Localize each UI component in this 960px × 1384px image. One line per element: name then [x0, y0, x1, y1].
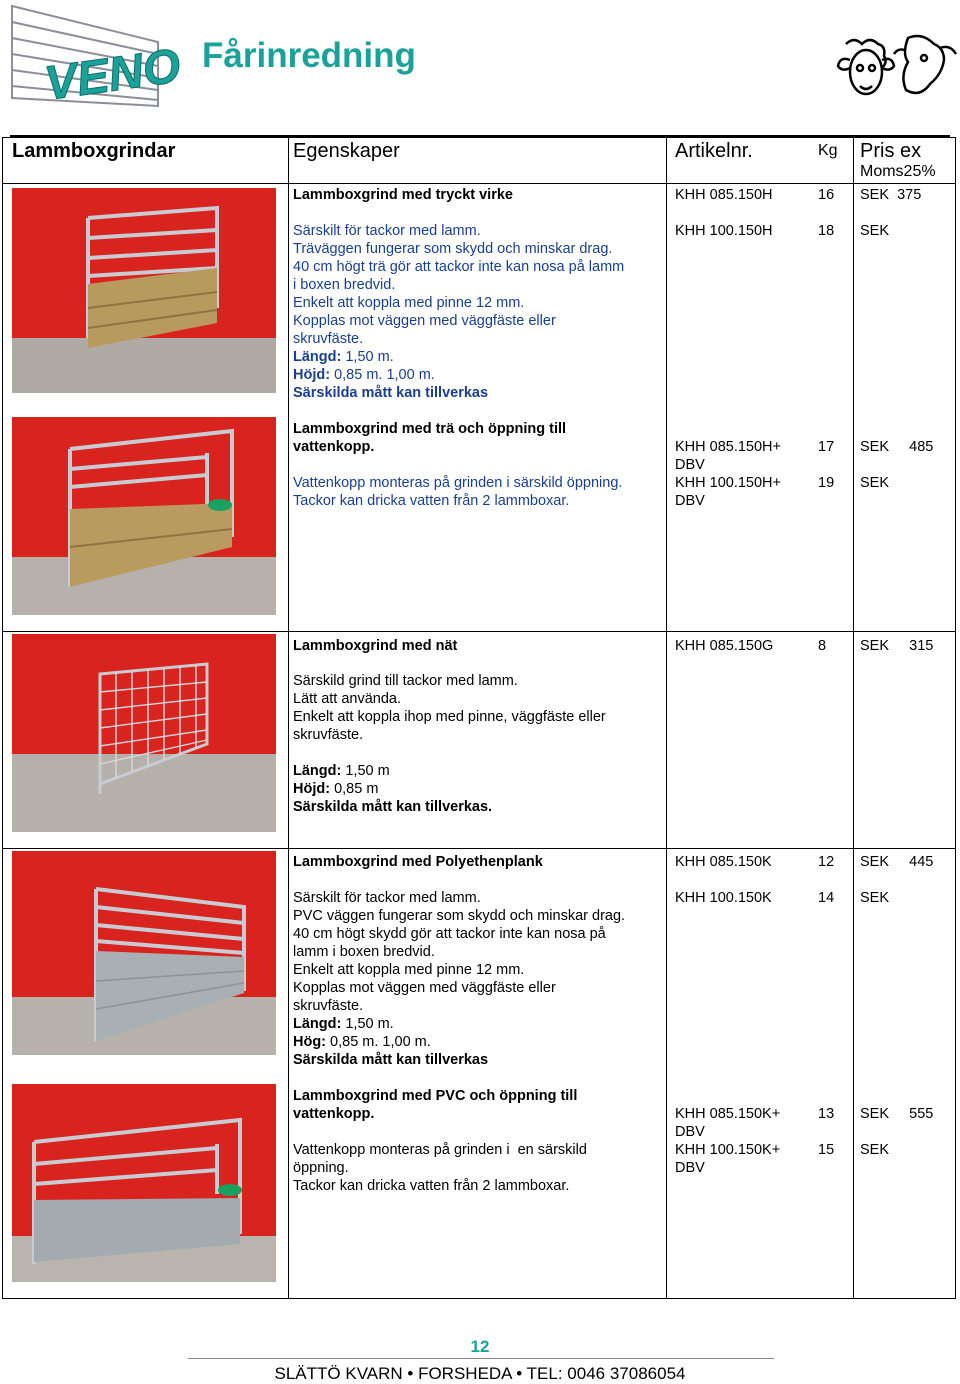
row-divider — [3, 631, 955, 632]
weight-kg: 16 — [818, 187, 835, 203]
length-label: Längd: — [293, 1016, 342, 1032]
mesh-gate-photo — [12, 634, 276, 832]
special-sizes-note: Särskilda mått kan tillverkas — [293, 385, 489, 401]
col-divider — [853, 138, 854, 1298]
page-number: 12 — [470, 1337, 490, 1356]
article-number: KHH 100.150H — [675, 223, 773, 239]
height-spec — [293, 780, 378, 798]
length-value: 1,50 m — [341, 763, 390, 779]
description-line: 40 cm högt skydd gör att tackor inte kan nosa på — [293, 926, 606, 942]
col-header-kg: Kg — [818, 142, 838, 159]
article-number: KHH 085.150K+ — [675, 1106, 781, 1122]
footer-contact: SLÄTTÖ KVARN • FORSHEDA • TEL: 0046 37086054 — [274, 1364, 686, 1383]
description-line: PVC väggen fungerar som skydd och minskar drag. — [293, 908, 626, 924]
price: SEK — [860, 223, 890, 239]
weight-kg: 19 — [818, 475, 835, 491]
length-value: 1,50 m. — [341, 1016, 394, 1032]
col-header-article: Artikelnr. — [675, 140, 753, 162]
col-header-price: Pris ex — [860, 140, 922, 162]
description-line: 40 cm högt trä gör att tackor inte kan nosa på lamm — [293, 259, 625, 275]
wood-gate-photo — [12, 188, 276, 393]
weight-kg: 17 — [818, 439, 835, 455]
veno-logo — [8, 2, 184, 111]
description-line: Tackor kan dricka vatten från 2 lammboxar. — [293, 493, 570, 509]
col-header-price-sub: Moms25% — [860, 163, 936, 180]
description-line: i boxen bredvid. — [293, 277, 396, 293]
description-line: Vattenkopp monteras på grinden i en särskild — [293, 1142, 587, 1158]
article-number: KHH 085.150K — [675, 854, 772, 870]
product-name: Lammboxgrind med trä och öppning till — [293, 421, 567, 437]
weight-kg: 12 — [818, 854, 835, 870]
pvc-gate-cup-photo — [12, 1084, 276, 1282]
length-spec — [293, 762, 390, 780]
sheep-icon — [836, 30, 958, 102]
length-value: 1,50 m. — [341, 349, 394, 365]
article-suffix: DBV — [675, 1160, 705, 1176]
description-line: Kopplas mot väggen med väggfäste eller — [293, 980, 556, 996]
description-line: Särskilt för tackor med lamm. — [293, 223, 481, 239]
description-line: lamm i boxen bredvid. — [293, 944, 435, 960]
article-number: KHH 085.150G — [675, 638, 774, 654]
col-header-product: Lammboxgrindar — [12, 140, 176, 162]
logo-text: VENO — [41, 39, 184, 111]
length-label: Längd: — [293, 349, 342, 365]
description-line: Enkelt att koppla med pinne 12 mm. — [293, 962, 525, 978]
description-line: Enkelt att koppla ihop med pinne, väggfäste eller — [293, 709, 606, 725]
price: SEK 315 — [860, 638, 934, 654]
price: SEK — [860, 1142, 890, 1158]
description-line: Enkelt att koppla med pinne 12 mm. — [293, 295, 525, 311]
description-line: skruvfäste. — [293, 331, 364, 347]
product-name: Lammboxgrind med PVC och öppning till — [293, 1088, 578, 1104]
height-label: Höjd: — [293, 367, 331, 383]
price: SEK 555 — [860, 1106, 934, 1122]
height-label: Höjd: — [293, 781, 331, 797]
article-number: KHH 100.150K+ — [675, 1142, 781, 1158]
price: SEK 445 — [860, 854, 934, 870]
article-number: KHH 085.150H — [675, 187, 773, 203]
wood-gate-cup-photo — [12, 417, 276, 615]
height-value: 0,85 m — [330, 781, 379, 797]
footer-rule — [188, 1358, 774, 1359]
weight-kg: 18 — [818, 223, 835, 239]
length-label: Längd: — [293, 763, 342, 779]
price: SEK — [860, 890, 890, 906]
article-number: KHH 100.150K — [675, 890, 772, 906]
weight-kg: 13 — [818, 1106, 835, 1122]
article-suffix: DBV — [675, 457, 705, 473]
description-line: skruvfäste. — [293, 727, 364, 743]
col-divider — [666, 138, 667, 1298]
description-line: öppning. — [293, 1160, 349, 1176]
description-line: Träväggen fungerar som skydd och minskar drag. — [293, 241, 613, 257]
weight-kg: 15 — [818, 1142, 835, 1158]
length-spec — [293, 1015, 394, 1033]
length-spec — [293, 348, 394, 366]
col-header-properties: Egenskaper — [293, 140, 400, 162]
row-divider — [3, 848, 955, 849]
page-title: Fårinredning — [202, 36, 416, 75]
description-line: Särskilt för tackor med lamm. — [293, 890, 481, 906]
description-line: skruvfäste. — [293, 998, 364, 1014]
height-spec — [293, 366, 435, 384]
col-divider — [288, 138, 289, 1298]
article-suffix: DBV — [675, 493, 705, 509]
height-value: 0,85 m. 1,00 m. — [330, 367, 435, 383]
weight-kg: 14 — [818, 890, 835, 906]
height-label: Hög: — [293, 1034, 327, 1050]
special-sizes-note: Särskilda mått kan tillverkas — [293, 1052, 489, 1068]
price: SEK — [860, 475, 890, 491]
article-number: KHH 100.150H+ — [675, 475, 781, 491]
product-name: vattenkopp. — [293, 439, 375, 455]
description-line: Tackor kan dricka vatten från 2 lammboxar. — [293, 1178, 570, 1194]
polyethen-gate-photo — [12, 851, 276, 1055]
weight-kg: 8 — [818, 638, 827, 654]
price: SEK 485 — [860, 439, 934, 455]
product-name: Lammboxgrind med tryckt virke — [293, 187, 513, 203]
special-sizes-note: Särskilda mått kan tillverkas. — [293, 799, 493, 815]
height-spec — [293, 1033, 431, 1051]
article-number: KHH 085.150H+ — [675, 439, 781, 455]
description-line: Lätt att använda. — [293, 691, 402, 707]
price: SEK 375 — [860, 187, 922, 203]
product-name: Lammboxgrind med Polyethenplank — [293, 854, 543, 870]
height-value: 0,85 m. 1,00 m. — [326, 1034, 431, 1050]
description-line: Vattenkopp monteras på grinden i särskild öppning. — [293, 475, 623, 491]
description-line: Kopplas mot väggen med väggfäste eller — [293, 313, 556, 329]
product-name: vattenkopp. — [293, 1106, 375, 1122]
description-line: Särskild grind till tackor med lamm. — [293, 673, 518, 689]
product-name: Lammboxgrind med nät — [293, 638, 458, 654]
header-divider — [3, 183, 955, 184]
article-suffix: DBV — [675, 1124, 705, 1140]
